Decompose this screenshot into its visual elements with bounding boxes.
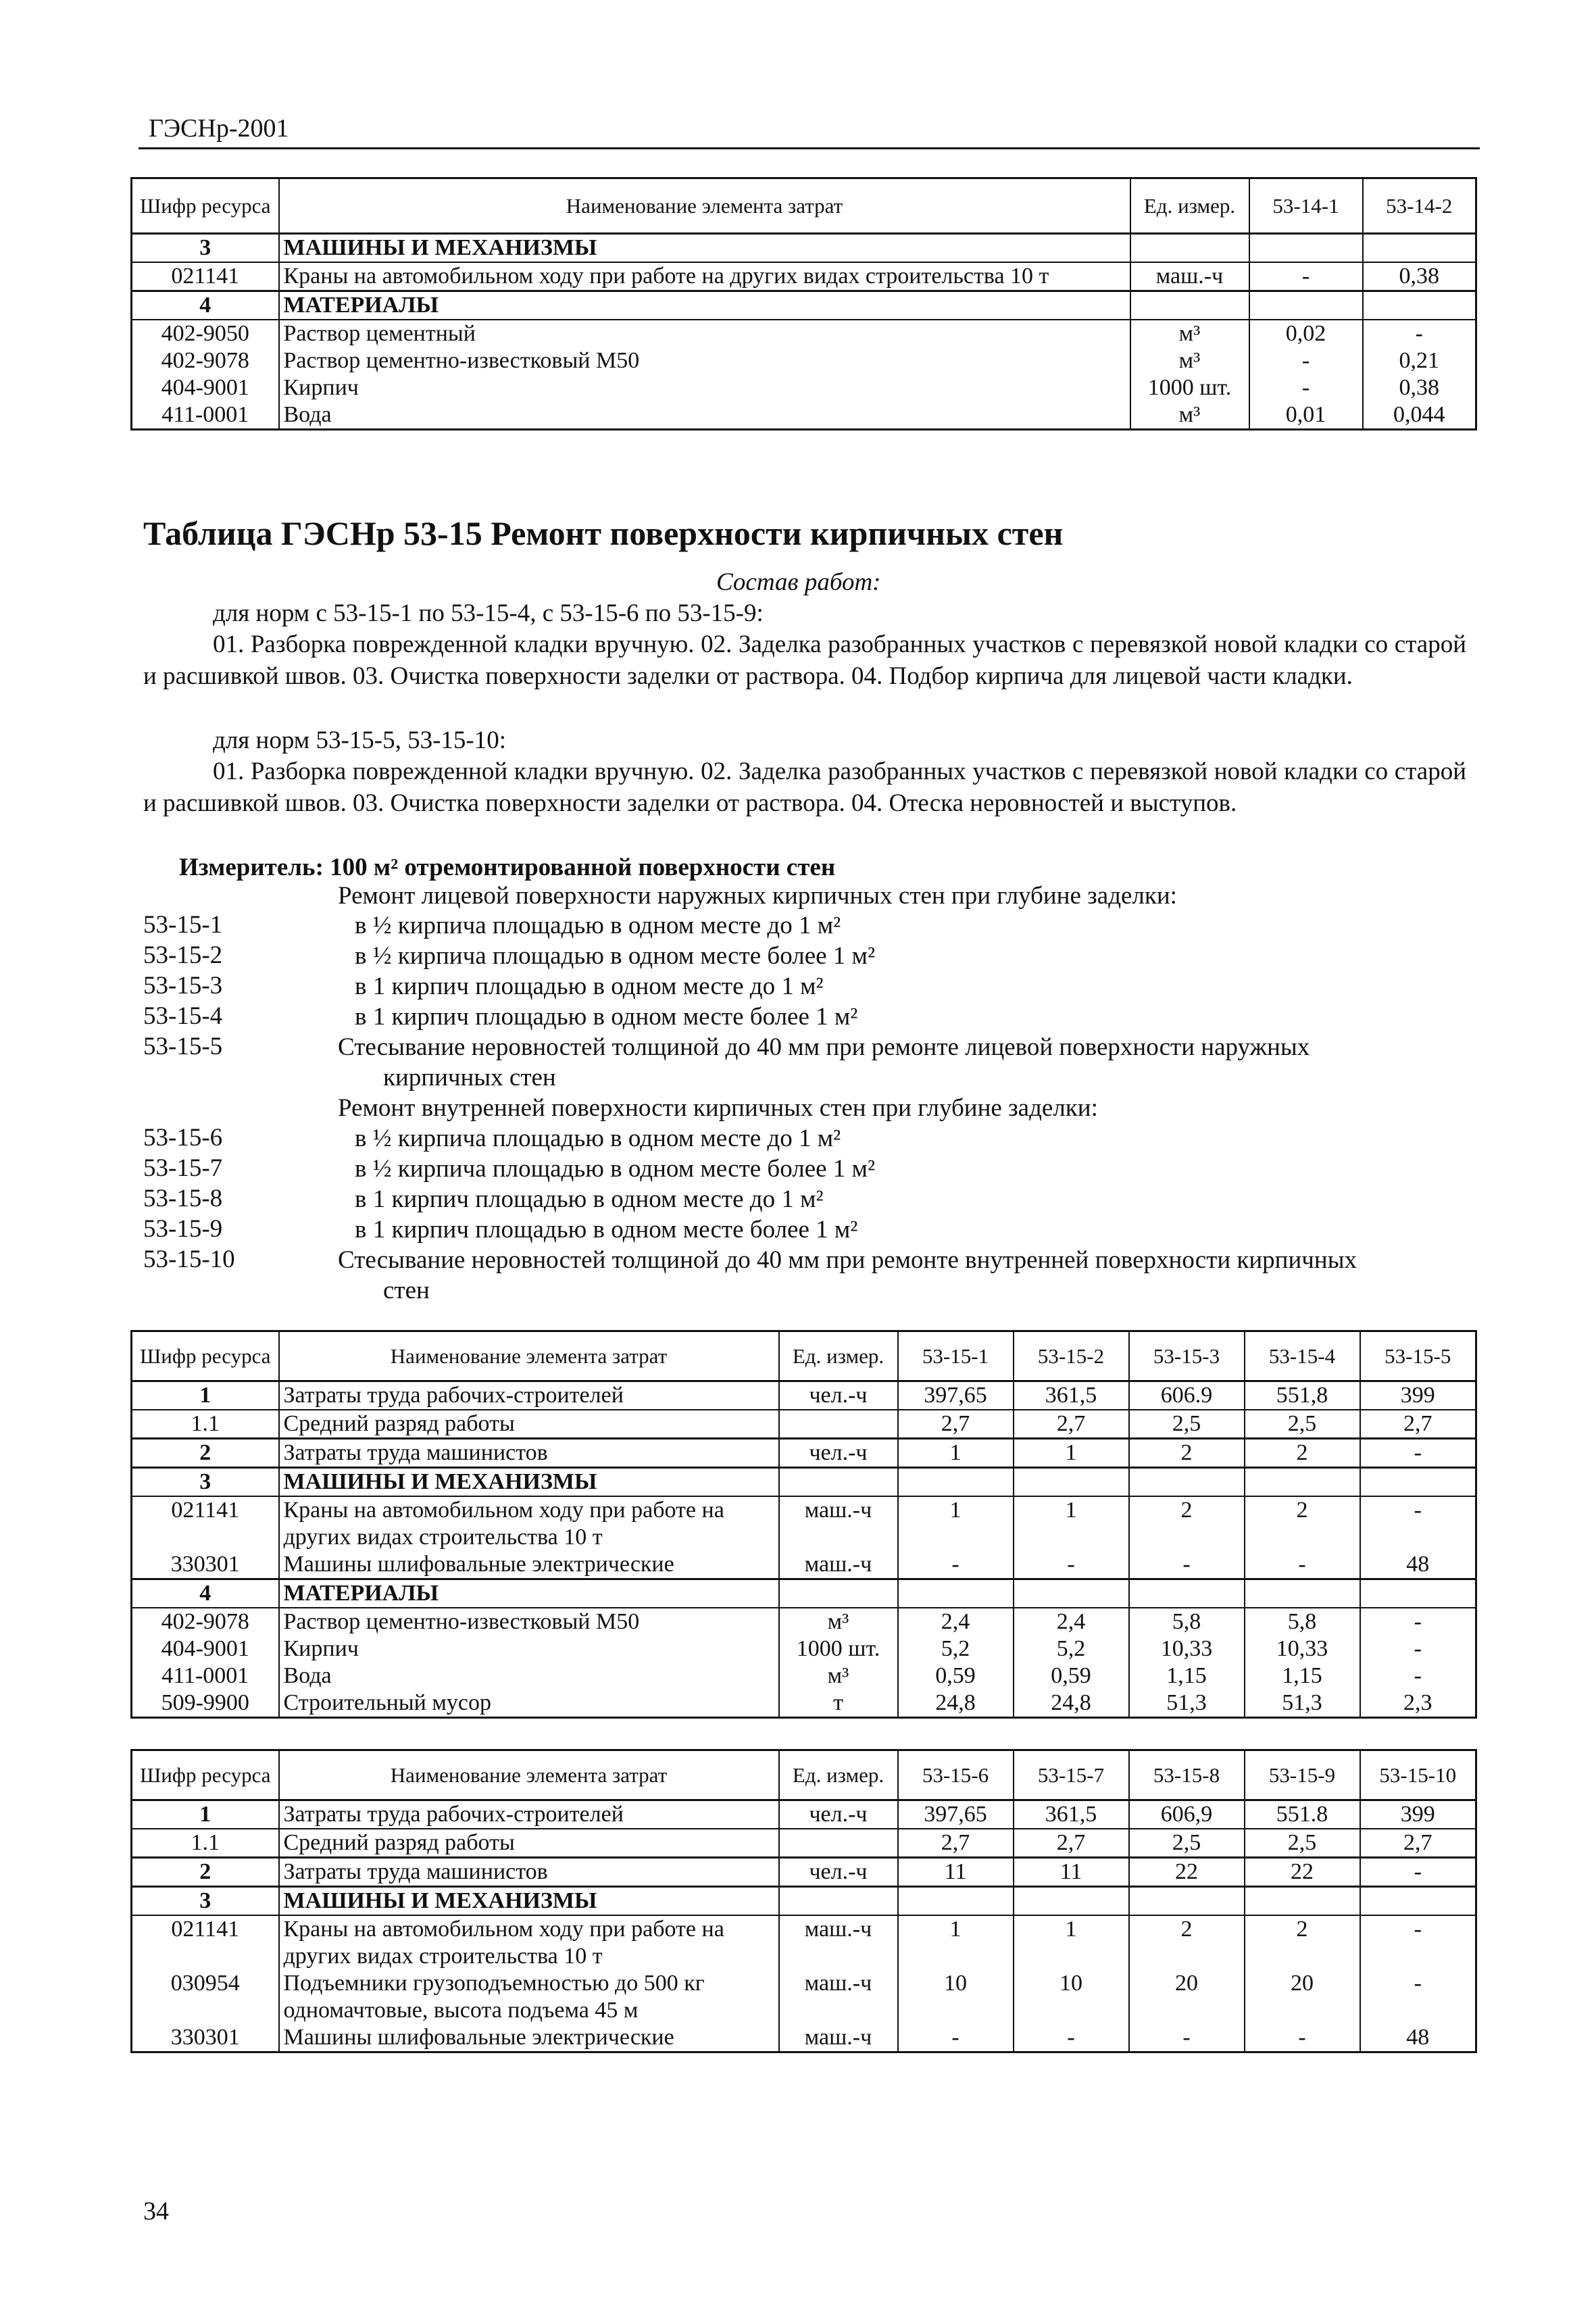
table-cell: 3 — [132, 1887, 279, 1916]
norm-name: в 1 кирпич площадью в одном месте более 1 м² — [355, 1216, 858, 1244]
table-cell: 399 — [1360, 1800, 1476, 1829]
table-cell: 2,7 — [1360, 1829, 1476, 1858]
table-cell: - — [1245, 1551, 1360, 1579]
table-row — [132, 1663, 1476, 1690]
table-cell — [1360, 1887, 1476, 1916]
table-cell: 5,2 — [898, 1635, 1014, 1663]
table-cell: 1 — [1014, 1496, 1129, 1551]
table-cell: маш.-ч — [779, 1970, 898, 2024]
table-cell: 2,5 — [1245, 1829, 1360, 1858]
table-row — [132, 1690, 1476, 1718]
table-cell: 1 — [898, 1439, 1014, 1468]
table-cell: 404-9001 — [132, 1635, 279, 1663]
table-row — [132, 1915, 1476, 1970]
table-row — [132, 1410, 1476, 1439]
table-cell: 509-9900 — [132, 1690, 279, 1718]
table-cell: 2,7 — [898, 1410, 1014, 1439]
table-cell: чел.-ч — [779, 1439, 898, 1468]
table-row: 404-9001 Кирпич 1000 шт. - 0,38 — [132, 374, 1476, 401]
header-cell: Наименование элемента затрат — [279, 1331, 779, 1381]
norm-code: 53-15-6 — [143, 1124, 223, 1152]
table-cell: 0,59 — [898, 1663, 1014, 1690]
header-cell: 53-15-1 — [898, 1331, 1014, 1381]
table-cell — [1245, 1468, 1360, 1497]
table-cell: 10,33 — [1245, 1635, 1360, 1663]
norm-code: 53-15-8 — [143, 1185, 223, 1212]
norm-code: 53-15-3 — [143, 972, 223, 1000]
table-cell: Затраты труда рабочих-строителей — [279, 1800, 779, 1829]
header-cell: Ед. измер. — [779, 1750, 898, 1800]
header-cell: Шифр ресурса — [132, 178, 279, 234]
table-cell: маш.-ч — [779, 1551, 898, 1579]
group2-label: для норм 53-15-5, 53-15-10: — [213, 727, 507, 754]
table-cell — [779, 1410, 898, 1439]
table-cell: Затраты труда рабочих-строителей — [279, 1381, 779, 1410]
table-cell: Затраты труда машинистов — [279, 1439, 779, 1468]
table-row — [132, 1970, 1476, 2024]
table-cell: - — [1360, 1915, 1476, 1970]
resource-table-53-15-part1 — [130, 1330, 1477, 1719]
table-cell: 2,5 — [1129, 1829, 1245, 1858]
norm-name: в 1 кирпич площадью в одном месте более 1 м² — [355, 1003, 858, 1031]
table-cell: 2,7 — [1360, 1410, 1476, 1439]
table-cell: 24,8 — [898, 1690, 1014, 1718]
norm-name: Стесывание неровностей толщиной до 40 мм при ремонте внутренней поверхности кирпичных — [338, 1246, 1357, 1274]
table-cell: 2 — [1129, 1915, 1245, 1970]
table-header — [132, 1750, 1476, 1800]
norm-code: 53-15-5 — [143, 1033, 223, 1060]
table-cell: 2 — [1245, 1496, 1360, 1551]
norm-name: в ½ кирпича площадью в одном месте до 1 м² — [355, 912, 841, 939]
table-cell: 1.1 — [132, 1410, 279, 1439]
table-cell — [1014, 1887, 1129, 1916]
table-cell: 11 — [1014, 1858, 1129, 1887]
table-cell — [779, 1829, 898, 1858]
norm-name: в ½ кирпича площадью в одном месте до 1 м² — [355, 1125, 841, 1152]
table-row: 3 МАШИНЫ И МЕХАНИЗМЫ — [132, 234, 1476, 263]
norm-name-continued: стен — [383, 1277, 430, 1304]
table-row — [132, 2024, 1476, 2052]
table-cell: 2,5 — [1129, 1410, 1245, 1439]
group1-label: для норм с 53-15-1 по 53-15-4, с 53-15-6 по 53-15-9: — [213, 599, 764, 627]
table-cell: 3 — [132, 1468, 279, 1497]
table-row: 411-0001 Вода м³ 0,01 0,044 — [132, 401, 1476, 430]
table-cell — [779, 1579, 898, 1608]
table-cell: - — [1360, 1496, 1476, 1551]
table-cell: 330301 — [132, 1551, 279, 1579]
table-cell: 20 — [1245, 1970, 1360, 2024]
table-cell: чел.-ч — [779, 1800, 898, 1829]
table-cell: м³ — [779, 1663, 898, 1690]
header-cell: 53-14-2 — [1363, 178, 1476, 234]
table-cell — [1129, 1887, 1245, 1916]
table-cell: 1 — [132, 1800, 279, 1829]
header-cell: Шифр ресурса — [132, 1750, 279, 1800]
table-cell: 2,4 — [898, 1608, 1014, 1635]
norm-name: в ½ кирпича площадью в одном месте более 1 м² — [355, 942, 876, 970]
header-cell: 53-15-3 — [1129, 1331, 1245, 1381]
table-cell: 2 — [1129, 1496, 1245, 1551]
table-header — [132, 178, 1476, 234]
norm-code: 53-15-9 — [143, 1215, 223, 1243]
table-cell: 1000 шт. — [779, 1635, 898, 1663]
table-cell: 20 — [1129, 1970, 1245, 2024]
table-cell: 1 — [132, 1381, 279, 1410]
table-row — [132, 1800, 1476, 1829]
table-cell: 2 — [132, 1439, 279, 1468]
header-cell: 53-15-2 — [1014, 1331, 1129, 1381]
table-row — [132, 1608, 1476, 1635]
header-cell: 53-15-8 — [1129, 1750, 1245, 1800]
table-cell — [1360, 1579, 1476, 1608]
table-cell: - — [1360, 1439, 1476, 1468]
table-row — [132, 1439, 1476, 1468]
resource-table-53-14 — [130, 177, 1477, 430]
table-cell: - — [1014, 2024, 1129, 2052]
table-cell: 2 — [132, 1858, 279, 1887]
table-cell: - — [1129, 1551, 1245, 1579]
header-cell: Ед. измер. — [1130, 178, 1249, 234]
header-cell: 53-15-10 — [1360, 1750, 1476, 1800]
table-cell: 10 — [1014, 1970, 1129, 2024]
table-cell: Вода — [279, 1663, 779, 1690]
composition-label: Состав работ: — [716, 568, 881, 596]
header-cell: 53-15-6 — [898, 1750, 1014, 1800]
table-cell — [1245, 1579, 1360, 1608]
table-cell: 48 — [1360, 1551, 1476, 1579]
table-cell: 1,15 — [1245, 1663, 1360, 1690]
group1-text: 01. Разборка поврежденной кладки вручную. 02. Заделка разобранных участков с перевязкой новой кладки со старой и расшивкой швов. 03. Очистка поверхности заделки от раствора. 04. Подбор кирпича для лицевой части кладки. — [143, 631, 1466, 690]
table-cell: 1.1 — [132, 1829, 279, 1858]
header-cell: 53-15-9 — [1245, 1750, 1360, 1800]
table-row — [132, 1887, 1476, 1916]
table-cell: - — [1360, 1608, 1476, 1635]
table-cell: т — [779, 1690, 898, 1718]
table-cell: 030954 — [132, 1970, 279, 2024]
table-cell: 2,7 — [1014, 1410, 1129, 1439]
table-cell: чел.-ч — [779, 1381, 898, 1410]
table-cell: 51,3 — [1245, 1690, 1360, 1718]
table-cell: 397,65 — [898, 1800, 1014, 1829]
header-cell: 53-15-5 — [1360, 1331, 1476, 1381]
table-cell: Машины шлифовальные электрические — [279, 2024, 779, 2052]
table-header — [132, 1331, 1476, 1381]
table-cell: 2 — [1245, 1915, 1360, 1970]
table-row: 402-9078 Раствор цементно-известковый М50 м³ - 0,21 — [132, 347, 1476, 374]
table-cell — [1129, 1579, 1245, 1608]
table-row — [132, 1496, 1476, 1551]
table-cell: 402-9078 — [132, 1608, 279, 1635]
table-cell: 1 — [898, 1915, 1014, 1970]
table-cell: 361,5 — [1014, 1381, 1129, 1410]
table-cell: Краны на автомобильном ходу при работе на других видах строительства 10 т — [279, 1915, 779, 1970]
table-cell: 0,59 — [1014, 1663, 1129, 1690]
table-cell: Раствор цементно-известковый М50 — [279, 1608, 779, 1635]
table-row — [132, 1468, 1476, 1497]
table-cell: 5,8 — [1129, 1608, 1245, 1635]
table-cell: 1 — [1014, 1915, 1129, 1970]
header-cell: Наименование элемента затрат — [279, 178, 1130, 234]
table-row: 402-9050 Раствор цементный м³ 0,02 - — [132, 320, 1476, 347]
table-cell — [1360, 1468, 1476, 1497]
running-header: ГЭСНр-2001 — [149, 114, 289, 143]
norm-code: 53-15-7 — [143, 1154, 223, 1182]
table-cell: 606.9 — [1129, 1381, 1245, 1410]
table-row — [132, 1858, 1476, 1887]
header-cell: 53-14-1 — [1249, 178, 1363, 234]
header-cell: Шифр ресурса — [132, 1331, 279, 1381]
table-cell — [1245, 1887, 1360, 1916]
table-cell: - — [1360, 1858, 1476, 1887]
table-cell: - — [1360, 1635, 1476, 1663]
table-row — [132, 1635, 1476, 1663]
table-cell: 4 — [132, 1579, 279, 1608]
table-cell: 10 — [898, 1970, 1014, 2024]
table-cell: - — [1360, 1970, 1476, 2024]
table-cell — [1014, 1468, 1129, 1497]
table-cell — [1129, 1468, 1245, 1497]
table-cell: - — [1245, 2024, 1360, 2052]
table-cell: 2,4 — [1014, 1608, 1129, 1635]
table-cell: 1 — [898, 1496, 1014, 1551]
norm-name: в 1 кирпич площадью в одном месте до 1 м² — [355, 973, 824, 1000]
norm-name: в ½ кирпича площадью в одном месте более 1 м² — [355, 1155, 876, 1183]
table-cell: - — [1360, 1663, 1476, 1690]
table-cell — [1014, 1579, 1129, 1608]
table-row — [132, 1381, 1476, 1410]
table-cell — [779, 1468, 898, 1497]
table-cell: 399 — [1360, 1381, 1476, 1410]
header-cell: Наименование элемента затрат — [279, 1750, 779, 1800]
table-cell: Краны на автомобильном ходу при работе на других видах строительства 10 т — [279, 1496, 779, 1551]
table-cell: маш.-ч — [779, 1915, 898, 1970]
norm-name: в 1 кирпич площадью в одном месте до 1 м² — [355, 1185, 824, 1213]
table-cell: 2,7 — [1014, 1829, 1129, 1858]
table-cell: - — [1014, 1551, 1129, 1579]
table-cell — [898, 1579, 1014, 1608]
section-title: Таблица ГЭСНр 53-15 Ремонт поверхности кирпичных стен — [143, 514, 1064, 552]
table-cell: чел.-ч — [779, 1858, 898, 1887]
header-rule — [139, 147, 1480, 149]
table-cell: 606,9 — [1129, 1800, 1245, 1829]
table-cell: маш.-ч — [779, 1496, 898, 1551]
norm-code: 53-15-1 — [143, 911, 223, 939]
norm-name-continued: кирпичных стен — [383, 1064, 556, 1091]
norms-heading-outer: Ремонт лицевой поверхности наружных кирпичных стен при глубине заделки: — [338, 882, 1177, 910]
table-cell: 2,3 — [1360, 1690, 1476, 1718]
table-cell: 397,65 — [898, 1381, 1014, 1410]
table-cell — [779, 1887, 898, 1916]
table-cell: 1,15 — [1129, 1663, 1245, 1690]
table-cell: 24,8 — [1014, 1690, 1129, 1718]
table-cell: Подъемники грузоподъемностью до 500 кг одномачтовые, высота подъема 45 м — [279, 1970, 779, 2024]
table-cell: 551.8 — [1245, 1800, 1360, 1829]
table-cell: 51,3 — [1129, 1690, 1245, 1718]
table-cell: 22 — [1129, 1858, 1245, 1887]
table-cell: Средний разряд работы — [279, 1410, 779, 1439]
table-cell: 5,2 — [1014, 1635, 1129, 1663]
table-cell: маш.-ч — [779, 2024, 898, 2052]
page-number: 34 — [143, 2197, 169, 2225]
table-cell: 021141 — [132, 1915, 279, 1970]
table-row: 4 МАТЕРИАЛЫ — [132, 291, 1476, 320]
table-cell: 22 — [1245, 1858, 1360, 1887]
table-cell: Строительный мусор — [279, 1690, 779, 1718]
table-cell: Машины шлифовальные электрические — [279, 1551, 779, 1579]
table-cell: 1 — [1014, 1439, 1129, 1468]
table-cell: 5,8 — [1245, 1608, 1360, 1635]
header-cell: 53-15-7 — [1014, 1750, 1129, 1800]
table-cell: 411-0001 — [132, 1663, 279, 1690]
meter-line: Измеритель: 100 м² отремонтированной поверхности стен — [179, 854, 836, 881]
table-cell — [898, 1887, 1014, 1916]
table-row — [132, 1579, 1476, 1608]
table-cell: 2 — [1129, 1439, 1245, 1468]
table-cell: 330301 — [132, 2024, 279, 2052]
table-row: 021141 Краны на автомобильном ходу при работе на других видах строительства 10 т маш.-ч - 0,38 — [132, 262, 1476, 291]
table-cell: МАТЕРИАЛЫ — [279, 1579, 779, 1608]
table-cell: 2 — [1245, 1439, 1360, 1468]
norm-code: 53-15-4 — [143, 1002, 223, 1030]
table-cell: - — [898, 2024, 1014, 2052]
header-cell: Ед. измер. — [779, 1331, 898, 1381]
resource-table-53-15-part2 — [130, 1749, 1477, 2053]
norm-code: 53-15-2 — [143, 941, 223, 969]
table-cell: 10,33 — [1129, 1635, 1245, 1663]
table-cell — [898, 1468, 1014, 1497]
table-cell: 2,5 — [1245, 1410, 1360, 1439]
table-cell: Затраты труда машинистов — [279, 1858, 779, 1887]
table-cell: 2,7 — [898, 1829, 1014, 1858]
table-cell: м³ — [779, 1608, 898, 1635]
table-cell: 11 — [898, 1858, 1014, 1887]
table-cell: МАШИНЫ И МЕХАНИЗМЫ — [279, 1468, 779, 1497]
table-cell: МАШИНЫ И МЕХАНИЗМЫ — [279, 1887, 779, 1916]
table-cell: 361,5 — [1014, 1800, 1129, 1829]
table-cell: - — [898, 1551, 1014, 1579]
norm-name: Стесывание неровностей толщиной до 40 мм при ремонте лицевой поверхности наружных — [338, 1033, 1310, 1061]
table-cell: 48 — [1360, 2024, 1476, 2052]
table-cell: 021141 — [132, 1496, 279, 1551]
table-cell: Кирпич — [279, 1635, 779, 1663]
table-row — [132, 1551, 1476, 1579]
table-cell: 551,8 — [1245, 1381, 1360, 1410]
table-cell: - — [1129, 2024, 1245, 2052]
table-cell: Средний разряд работы — [279, 1829, 779, 1858]
norm-code: 53-15-10 — [143, 1246, 235, 1273]
table-row — [132, 1829, 1476, 1858]
norms-heading-inner: Ремонт внутренней поверхности кирпичных стен при глубине заделки: — [338, 1094, 1098, 1122]
group2-text: 01. Разборка поврежденной кладки вручную. 02. Заделка разобранных участков с перевязкой новой кладки со старой и расшивкой швов. 03. Очистка поверхности заделки от раствора. 04. Отеска неровностей и выступов. — [143, 758, 1466, 817]
header-cell: 53-15-4 — [1245, 1331, 1360, 1381]
